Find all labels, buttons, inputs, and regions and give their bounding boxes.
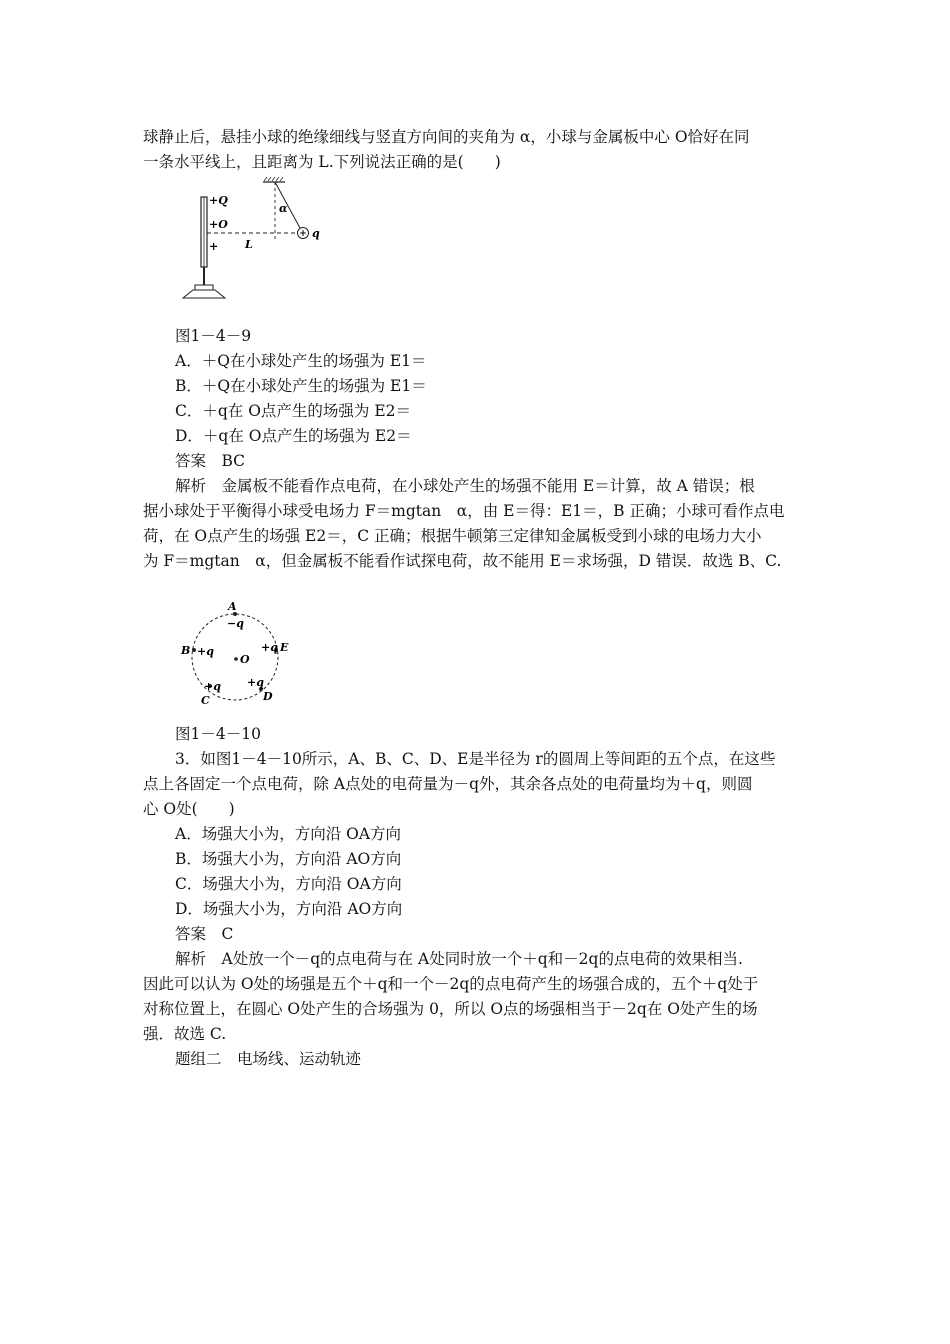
point-O-label: O: [240, 653, 250, 666]
answer: 答案 C: [175, 925, 234, 943]
label-plus: +: [209, 240, 219, 253]
label-alpha: α: [279, 202, 288, 215]
figure-1-4-10: [175, 598, 295, 717]
analysis-line: 据小球处于平衡得小球受电场力 F＝mgtan α，由 E＝得：E1＝，B 正确；小球可看作点电: [143, 502, 785, 520]
point-C-charge: +q: [204, 680, 221, 693]
figure-1-4-9: [175, 175, 335, 309]
option-d: D．场强大小为，方向沿 AO方向: [175, 900, 403, 918]
option-d: D．＋q在 O点产生的场强为 E2＝: [175, 427, 412, 445]
point-B-label: B: [181, 644, 191, 657]
question-line: 心 O处( ): [143, 800, 235, 818]
question-line: 点上各固定一个点电荷，除 A点处的电荷量为－q外，其余各点处的电荷量均为＋q，则圆: [143, 775, 753, 793]
answer: 答案 BC: [175, 452, 246, 470]
point-D-label: D: [263, 690, 273, 703]
point-E-charge: +q: [261, 641, 278, 654]
analysis-line: 荷，在 O点产生的场强 E2＝，C 正确；根据牛顿第三定律知金属板受到小球的电场力大小: [143, 527, 762, 545]
option-a: A．场强大小为，方向沿 OA方向: [175, 825, 402, 843]
point-A-label: A: [228, 600, 237, 613]
point-A-charge: −q: [227, 617, 244, 630]
option-c: C．场强大小为，方向沿 OA方向: [175, 875, 402, 893]
option-b: B．场强大小为，方向沿 AO方向: [175, 850, 402, 868]
label-plus-O: +O: [209, 218, 228, 231]
analysis-line: 对称位置上，在圆心 O处产生的合场强为 0，所以 O点的场强相当于－2q在 O处产生的场: [143, 1000, 758, 1018]
option-c: C．＋q在 O点产生的场强为 E2＝: [175, 402, 412, 420]
figure-caption: 图1－4－9: [175, 327, 252, 345]
analysis-line: 强．故选 C.: [143, 1025, 227, 1043]
ball-charge-label: +: [299, 229, 307, 239]
label-q: q: [312, 227, 320, 240]
point-B-charge: +q: [197, 645, 214, 658]
label-plus-Q: +Q: [209, 194, 228, 207]
label-L: L: [245, 238, 253, 251]
point-D-charge: +q: [247, 676, 264, 689]
option-a: A．＋Q在小球处产生的场强为 E1＝: [175, 352, 427, 370]
option-b: B．＋Q在小球处产生的场强为 E1＝: [175, 377, 427, 395]
figure-caption: 图1－4－10: [175, 725, 261, 743]
paragraph-line: 球静止后，悬挂小球的绝缘细线与竖直方向间的夹角为 α，小球与金属板中心 O恰好在同: [143, 128, 750, 146]
question-line: 3．如图1－4－10所示，A、B、C、D、E是半径为 r的圆周上等间距的五个点，在这些: [175, 750, 776, 768]
analysis-line: 解析 A处放一个－q的点电荷与在 A处同时放一个＋q和－2q的点电荷的效果相当.: [175, 950, 743, 968]
section-heading: 题组二 电场线、运动轨迹: [175, 1050, 362, 1068]
point-C-label: C: [201, 694, 210, 707]
analysis-line: 为 F＝mgtan α，但金属板不能看作试探电荷，故不能用 E＝求场强，D 错误．故选 B、C.: [143, 552, 782, 570]
analysis-line: 解析 金属板不能看作点电荷，在小球处产生的场强不能用 E＝计算，故 A 错误；根: [175, 477, 755, 495]
point-E-label: E: [280, 641, 289, 654]
analysis-line: 因此可以认为 O处的场强是五个＋q和一个－2q的点电荷产生的场强合成的，五个＋q处于: [143, 975, 759, 993]
paragraph-line: 一条水平线上，且距离为 L.下列说法正确的是( ): [143, 153, 501, 171]
